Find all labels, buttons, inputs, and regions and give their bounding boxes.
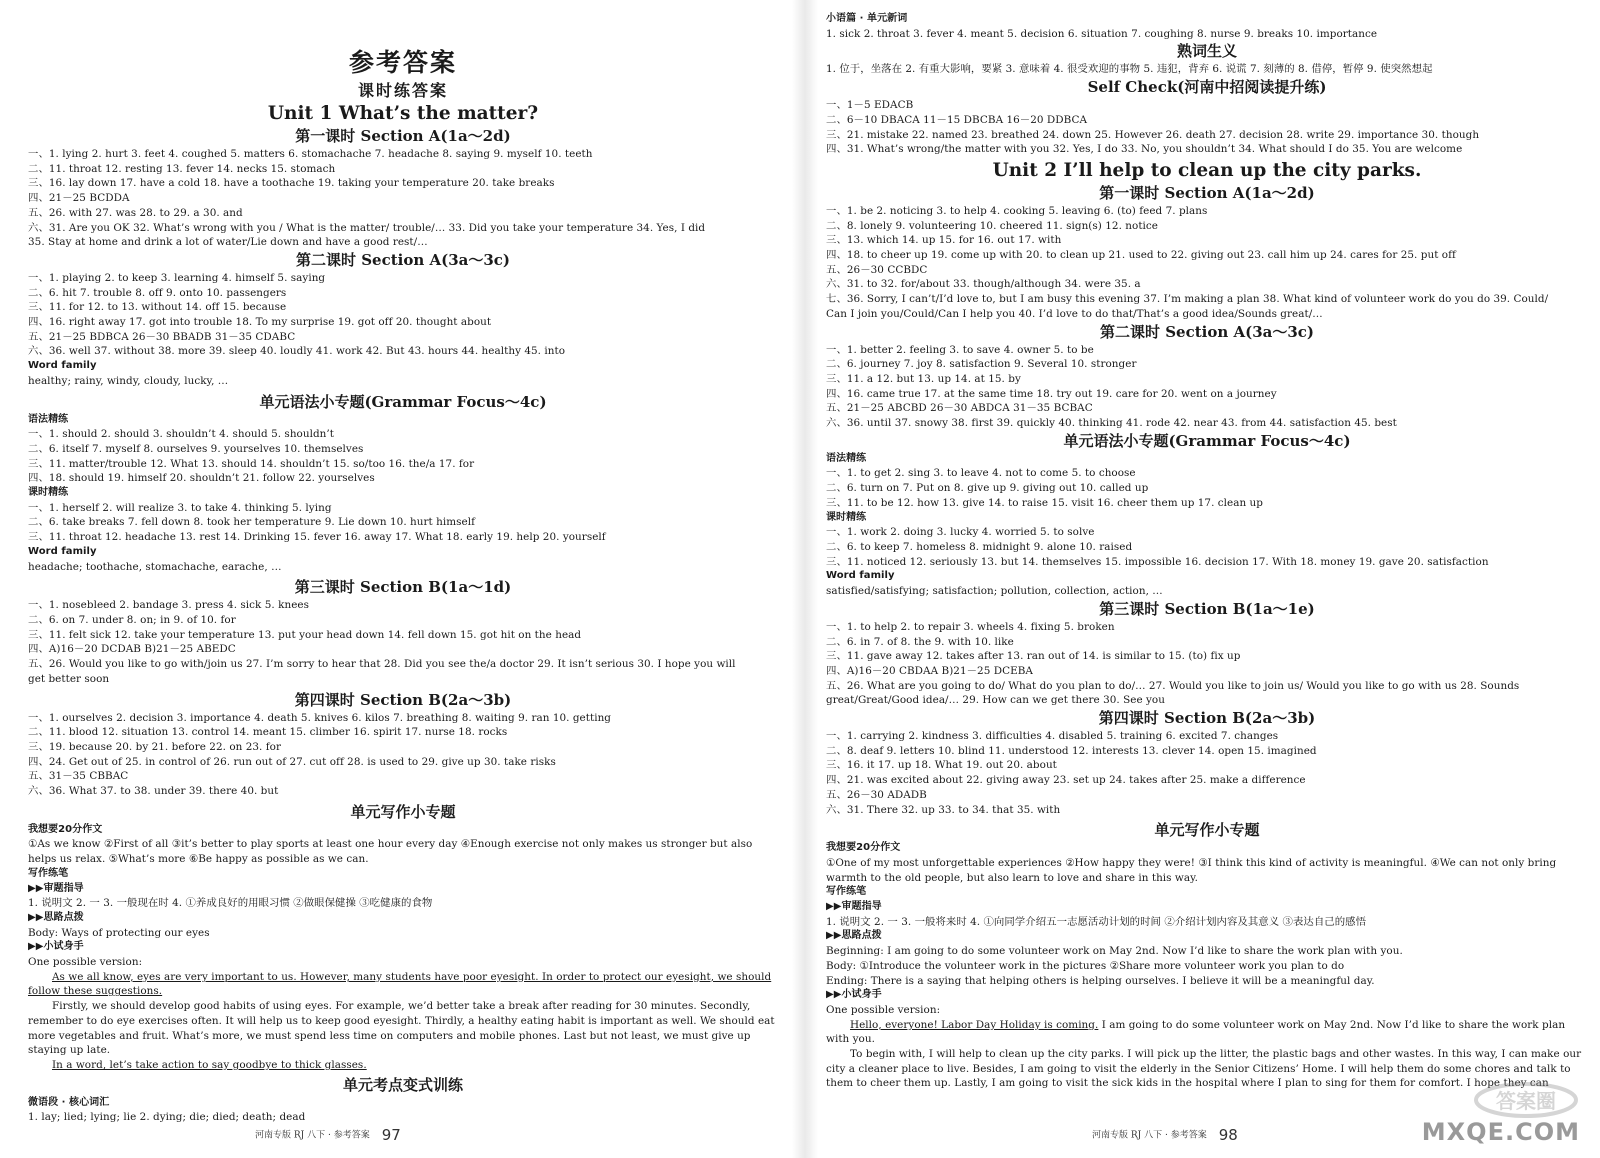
u2-grammar-heading: 单元语法小专题(Grammar Focus～4c) (1063, 431, 1351, 450)
u1-s4-heading: 第四课时 Section B(2a～3b) (294, 690, 512, 709)
answer-line: 一、1. nosebleed 2. bandage 3. press 4. sick 5. knees (28, 599, 309, 612)
u1-exam-heading: 单元考点变式训练 (342, 1075, 463, 1094)
answer-line: 六、31. There 32. up 33. to 34. that 35. with (826, 803, 1061, 816)
answer-line: get better soon (28, 672, 110, 685)
possible-version-label: One possible version: (826, 1003, 941, 1016)
answer-line: 三、19. because 20. by 21. before 22. on 23. for (28, 740, 281, 753)
answer-line: 三、21. mistake 22. named 23. breathed 24. down 25. However 26. death 27. decision 28. write 29. importance 30. though (826, 128, 1480, 141)
answer-line: 一、1. lying 2. hurt 3. feet 4. coughed 5. matters 6. stomachache 7. headache 8. saying 9. myself 10. teeth (28, 148, 593, 160)
answer-line: 一、1. herself 2. will realize 3. to take 4. thinking 5. lying (28, 501, 332, 514)
familiar-words-heading: 熟词生义 (1176, 42, 1237, 61)
u2-writing (826, 841, 1588, 1091)
answer-line: 五、26－30 CCBDC (826, 263, 928, 276)
answer-line: 四、A)16－20 CBDAA B)21－25 DCEBA (826, 664, 1033, 677)
lesson-practice-label: 课时精练 (28, 487, 69, 499)
unit1-title: Unit 1 What’s the matter? (267, 103, 539, 124)
essay-greeting: Hello, everyone! Labor Day Holiday is coming. (850, 1018, 1099, 1031)
u2-s1-heading: 第一课时 Section A(1a～2d) (1099, 183, 1315, 202)
word-family-text: headache; toothache, stomachache, earache, … (28, 560, 282, 573)
answer-line: 四、21. was excited about 22. giving away 23. set up 24. takes after 25. make a difference (826, 774, 1306, 787)
answer-line: 二、6. on 7. under 8. on; in 9. of 10. for (28, 613, 236, 626)
core-vocab-label: 微语段 · 核心词汇 (28, 1096, 110, 1108)
page-number: 98 (1218, 1126, 1238, 1144)
essay-ending: In a word, let’s take action to say goodbye to thick glasses. (52, 1058, 367, 1071)
outline-beginning: Beginning: I am going to do some volunteer work on May 2nd. Now I’d like to share the work plan with you. (826, 945, 1403, 958)
answer-line: 四、24. Get out of 25. in control of 26. run out of 27. cut off 28. is used to 29. give up 30. take risks (28, 755, 556, 768)
answer-line: 四、18. should 19. himself 20. shouldn’t 21. follow 22. yourselves (28, 472, 375, 485)
watermark-text: MXQE.COM (1421, 1118, 1580, 1146)
answer-line: 四、21－25 BCDDA (28, 192, 130, 205)
answer-line: 一、1－5 EDACB (826, 99, 914, 112)
answer-line: 一、1. carrying 2. kindness 3. difficulties 4. disabled 5. training 6. excited 7. changes (826, 730, 1279, 743)
grammar-practice-label: 语法精练 (826, 452, 867, 464)
core-vocab-line: 1. lay; lied; lying; lie 2. dying; die; died; death; dead (28, 1111, 306, 1124)
answer-line: 三、16. it 17. up 18. What 19. out 20. about (826, 759, 1057, 772)
essay-intro-rest: I am going to do some volunteer work on May 2nd. Now I’d like to share the work plan with you. (826, 1018, 1566, 1046)
answer-line: 五、21－25 ABCBD 26－30 ABDCA 31－35 BCBAC (826, 402, 1093, 415)
essay-body: Firstly, we should develop good habits of using eyes. For example, we’d better take a break after reading for 30 minutes. Secondly, remember to do eye exercises often. It will help us to keep good eyesight. Thirdly, a healthy eating habit is important as well. We should eat more vegetables and fruit. What’s more, we must spend less time on computers and mobile phones. Last but not least, we must give up staying up late. (28, 1000, 775, 1057)
writing-label: 我想要20分作文 (28, 823, 103, 835)
answer-line: 一、1. be 2. noticing 3. to help 4. cooking 5. leaving 6. (to) feed 7. plans (826, 204, 1208, 217)
u1-s3-answers (28, 598, 778, 686)
right-footer (1092, 1126, 1238, 1144)
answer-line: 二、6. turn on 7. Put on 8. give up 9. giving out 10. called up (826, 482, 1149, 495)
u2-s1-answers (826, 204, 1588, 322)
word-family-text: satisfied/satisfying; satisfaction; pollution, collection, action, … (826, 585, 1163, 598)
answer-line: 一、1. to help 2. to repair 3. wheels 4. fixing 5. broken (826, 620, 1115, 633)
try-label: ▶▶小试身手 (28, 941, 84, 953)
answer-line: 五、26. What are you going to do/ What do you plan to do/… 27. Would you like to join us/ Would you like to go with us 28. Sounds (826, 679, 1520, 692)
answer-line: 三、11. to be 12. how 13. give 14. to raise 15. visit 16. cheer them up 17. clean up (826, 496, 1264, 509)
try-label: ▶▶小试身手 (826, 989, 882, 1001)
svg-text:答案圈: 答案圈 (1496, 1089, 1556, 1113)
guide-text: 1. 说明文 2. 一 3. 一般现在时 4. ①养成良好的用眼习惯 ②做眼保健操 ③吃健康的食物 (28, 897, 433, 910)
answer-line: 一、1. better 2. feeling 3. to save 4. owner 5. to be (826, 343, 1094, 356)
answer-line: 二、6－10 DBACA 11－15 DBCBA 16－20 DDBCA (826, 113, 1088, 126)
footer-text: 河南专版 RJ 八下 · 参考答案 (1092, 1130, 1207, 1141)
answer-line: 二、6. hit 7. trouble 8. off 9. onto 10. passengers (28, 286, 287, 299)
sub-title: 课时练答案 (357, 81, 448, 100)
answer-line: 一、1. to get 2. sing 3. to leave 4. not to come 5. to choose (826, 467, 1136, 480)
lesson-practice-label: 课时精练 (826, 511, 867, 523)
answer-line: 六、36. What 37. to 38. under 39. there 40. but (28, 785, 279, 798)
self-check-heading: Self Check(河南中招阅读提升练) (1087, 78, 1327, 97)
answer-line: 二、6. to keep 7. homeless 8. midnight 9. alone 10. raised (826, 540, 1133, 553)
answer-line: 三、11. noticed 12. seriously 13. but 14. themselves 15. impossible 16. decision 17. With 18. money 19. gave 20. satisfaction (826, 555, 1489, 568)
outline-text: Body: Ways of protecting our eyes (28, 926, 210, 939)
familiar-words-line: 1. 位于，坐落在 2. 有重大影响，要紧 3. 意味着 4. 很受欢迎的事物 5. 违犯，背弃 6. 说谎 7. 刻薄的 8. 借停，暂停 9. 使突然想起 (826, 63, 1433, 76)
answer-line: 五、26. with 27. was 28. to 29. a 30. and (28, 206, 243, 219)
u1-grammar-heading: 单元语法小专题(Grammar Focus～4c) (259, 392, 547, 411)
answer-line: 三、11. matter/trouble 12. What 13. should 14. shouldn’t 15. so/too 16. the/a 17. for (28, 457, 475, 470)
possible-version-label: One possible version: (28, 956, 143, 969)
answer-line: 二、6. journey 7. joy 8. satisfaction 9. Several 10. stronger (826, 358, 1137, 371)
answer-line: 五、26. Would you like to go with/join us 27. I’m sorry to hear that 28. Did you see the/a doctor 29. It isn’t serious 30. I hope you will (28, 658, 736, 671)
left-page (0, 0, 790, 1158)
outline-body: Body: ①Introduce the volunteer work in the pictures ②Share more volunteer work you plan to do (826, 959, 1345, 972)
u2-s3-heading: 第三课时 Section B(1a～1e) (1099, 599, 1315, 618)
essay-body: To begin with, I will help to clean up the city parks. I will pick up the litter, the plastic bags and other wastes. In this way, I can make our city a cleaner place to live. Besides, I am going to visit the elderly in the Senior Citizens’ Home. I will help them do some chores and talk to them to cheer them up. Lastly, I am going to visit the sick kids in the hospital where I plan to sing for them for comfort. I hope they can (826, 1048, 1582, 1090)
answer-line: 三、11. throat 12. headache 13. rest 14. Drinking 15. fever 16. away 17. What 18. early 19. help 20. yourself (28, 531, 606, 544)
answer-line: great/Great/Good idea/… 29. How can we get there 30. See you (826, 694, 1165, 707)
answer-line: 四、16. right away 17. got into trouble 18. To my surprise 19. got off 20. thought about (28, 316, 492, 329)
guide-label: ▶▶审题指导 (28, 882, 84, 894)
answer-line: 六、31. to 32. for/about 33. though/although 34. were 35. a (826, 278, 1141, 291)
left-footer (255, 1126, 401, 1144)
essay-intro: As we all know, eyes are very important to us. However, many students have poor eyesight. In order to protect our eyesight, we should follow these suggestions. (28, 970, 772, 998)
u1-grammar-answers (28, 413, 778, 575)
writing-practice-label: 写作练笔 (28, 867, 69, 879)
u1-s4-answers (28, 711, 778, 799)
new-words-label: 小语篇 · 单元新词 (826, 13, 908, 24)
u1-writing-heading: 单元写作小专题 (350, 802, 456, 821)
answer-line: 六、31. Are you OK 32. What’s wrong with you / What is the matter/ trouble/… 33. Did you take your temperature 34. Yes, I did (28, 221, 706, 234)
answer-line: 三、11. for 12. to 13. without 14. off 15. because (28, 301, 287, 314)
answer-line: 二、8. deaf 9. letters 10. blind 11. understood 12. interests 13. clever 14. open 15. imagined (826, 744, 1317, 757)
grammar-practice-label: 语法精练 (28, 413, 69, 425)
writing-phrases: ①One of my most unforgettable experiences ②How happy they were! ③I think this kind of activity is meaningful. ④We can not only bring warmth to the old people, but also learn to love and share in this way. (826, 856, 1557, 884)
answer-line: 四、A)16－20 DCDAB B)21－25 ABEDC (28, 643, 236, 656)
u2-s3-answers (826, 620, 1588, 708)
new-words-line: 1. sick 2. throat 3. fever 4. meant 5. decision 6. situation 7. coughing 8. nurse 9. breaks 10. importance (826, 27, 1378, 40)
answer-line: 五、21－25 BDBCA 26－30 BBADB 31－35 CDABC (28, 330, 296, 343)
answer-line: 二、6. itself 7. myself 8. ourselves 9. yourselves 10. themselves (28, 442, 364, 455)
footer-text: 河南专版 RJ 八下 · 参考答案 (255, 1130, 370, 1141)
word-family-label: Word family (826, 570, 895, 582)
answer-line: 七、36. Sorry, I can’t/I’d love to, but I am busy this evening 37. I’m making a plan 38. What kind of volunteer work do you do 39. Could/ (826, 293, 1549, 306)
answer-line: 二、8. lonely 9. volunteering 10. cheered 11. sign(s) 12. notice (826, 219, 1158, 232)
answer-line: 三、11. a 12. but 13. up 14. at 15. by (826, 372, 1021, 385)
book-spine (792, 0, 818, 1158)
answer-line: 四、16. came true 17. at the same time 18. try out 19. care for 20. went on a journey (826, 387, 1277, 400)
outline-ending: Ending: There is a saying that helping others is helping ourselves. I believe it will be a meaningful day. (826, 974, 1375, 987)
right-page (820, 0, 1600, 1158)
answer-line: 二、11. throat 12. resting 13. fever 14. necks 15. stomach (28, 162, 336, 175)
answer-line: 二、6. in 7. of 8. the 9. with 10. like (826, 635, 1014, 648)
answer-line: 四、18. to cheer up 19. come up with 20. to clean up 21. used to 22. giving out 23. call him up 24. cares for 25. put off (826, 249, 1456, 262)
writing-practice-label: 写作练笔 (826, 886, 867, 898)
answer-line: 六、36. well 37. without 38. more 39. sleep 40. loudly 41. work 42. But 43. hours 44. healthy 45. into (28, 345, 566, 358)
answer-line: 五、31－35 CBBAC (28, 770, 129, 783)
left-column (28, 36, 778, 1125)
outline-label: ▶▶思路点拨 (826, 930, 882, 942)
essay-intro (826, 1018, 1588, 1047)
writing-label: 我想要20分作文 (826, 842, 901, 854)
right-column (826, 13, 1588, 1091)
guide-label: ▶▶审题指导 (826, 901, 882, 913)
u2-s4-heading: 第四课时 Section B(2a～3b) (1098, 709, 1316, 728)
answer-line: 三、11. gave away 12. takes after 13. ran out of 14. is similar to 15. (to) fix up (826, 650, 1241, 663)
answer-line: 一、1. playing 2. to keep 3. learning 4. himself 5. saying (28, 271, 326, 284)
answer-line: 一、1. ourselves 2. decision 3. importance 4. death 5. knives 6. kilos 7. breathing 8. waiting 9. ran 10. getting (28, 711, 612, 724)
word-family-label: Word family (28, 545, 97, 557)
answer-line: 六、36. until 37. snowy 38. first 39. quickly 40. thinking 41. rode 42. near 43. from 44. satisfaction 45. best (826, 417, 1397, 430)
answer-line: 五、26－30 ADADB (826, 788, 927, 801)
answer-line: Can I join you/Could/Can I help you 40. I’d love to do that/That’s a good idea/Sounds great/… (826, 307, 1323, 320)
u2-grammar-answers (826, 452, 1588, 599)
u2-writing-heading: 单元写作小专题 (1154, 821, 1260, 840)
u2-s4-answers (826, 729, 1588, 817)
answer-line: 35. Stay at home and drink a lot of water/Lie down and have a good rest/… (28, 236, 428, 249)
u1-s1-answers (28, 147, 778, 250)
answer-line: 三、13. which 14. up 15. for 16. out 17. with (826, 234, 1062, 247)
answer-line: 四、31. What’s wrong/the matter with you 32. Yes, I do 33. No, you shouldn’t 34. What should I do 35. You are welcome (826, 143, 1463, 156)
answer-line: 二、11. blood 12. situation 13. control 14. meant 15. climber 16. spirit 17. nurse 18. rocks (28, 726, 508, 739)
answer-line: 一、1. work 2. doing 3. lucky 4. worried 5. to solve (826, 526, 1095, 539)
u2-s2-heading: 第二课时 Section A(3a～3c) (1099, 322, 1315, 341)
u1-s1-heading: 第一课时 Section A(1a～2d) (295, 127, 511, 145)
answer-line: 二、6. take breaks 7. fell down 8. took her temperature 9. Lie down 10. hurt himself (28, 516, 475, 529)
answer-line: 三、11. felt sick 12. take your temperature 13. put your head down 14. fell down 15. got hit on the head (28, 628, 582, 641)
u1-writing (28, 823, 778, 1073)
writing-phrases: ①As we know ②First of all ③it’s better to play sports at least one hour every day ④Enough exercise not only makes us stronger but also helps us relax. ⑤What’s more ⑥Be happy as possible as we can. (28, 838, 753, 866)
main-title: 参考答案 (348, 48, 457, 77)
u1-s2-heading: 第二课时 Section A(3a～3c) (295, 250, 511, 269)
u1-s2-answers (28, 271, 778, 389)
page-number: 97 (381, 1126, 401, 1144)
word-family-text: healthy; rainy, windy, cloudy, lucky, … (28, 374, 229, 387)
unit2-title: Unit 2 I’ll help to clean up the city parks. (992, 159, 1422, 181)
word-family-label: Word family (28, 360, 97, 372)
u2-s2-answers (826, 343, 1588, 431)
guide-text: 1. 说明文 2. 一 3. 一般将来时 4. ①向同学介绍五一志愿活动计划的时间 ②介绍计划内容及其意义 ③表达自己的感悟 (826, 915, 1367, 928)
answer-line: 一、1. should 2. should 3. shouldn’t 4. should 5. shouldn’t (28, 428, 334, 441)
answer-line: 三、16. lay down 17. have a cold 18. have a toothache 19. taking your temperature 20. take breaks (28, 177, 555, 190)
outline-label: ▶▶思路点拨 (28, 911, 84, 923)
u1-s3-heading: 第三课时 Section B(1a～1d) (294, 578, 512, 597)
